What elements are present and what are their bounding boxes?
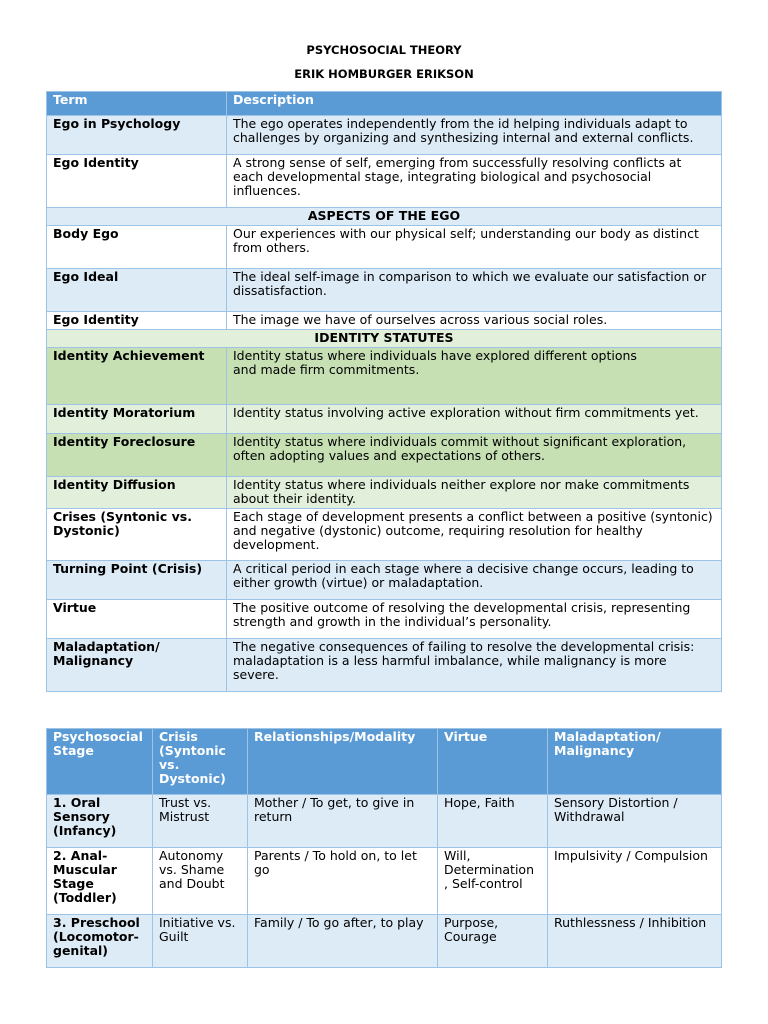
term-cell: Virtue xyxy=(47,600,227,639)
description-cell: The ego operates independently from the id helping individuals adapt to challenges by organizing and synthesizing internal and external conflicts. xyxy=(227,116,722,155)
description-header: Description xyxy=(227,92,722,116)
maladaptation-cell: Impulsivity / Compulsion xyxy=(548,848,722,915)
term-cell: Ego in Psychology xyxy=(47,116,227,155)
table-row xyxy=(47,795,722,848)
description-cell: Our experiences with our physical self; understanding our body as distinct from others. xyxy=(227,226,722,269)
relationships-header: Relationships/Modality xyxy=(248,729,438,795)
description-cell: Each stage of development presents a conflict between a positive (syntonic) and negative (dystonic) outcome, requiring resolution for healthy development. xyxy=(227,509,722,561)
virtue-header: Virtue xyxy=(438,729,548,795)
table-row xyxy=(47,915,722,968)
crisis-cell: Initiative vs. Guilt xyxy=(153,915,248,968)
description-cell: The image we have of ourselves across various social roles. xyxy=(227,312,722,330)
page-subtitle: ERIK HOMBURGER ERIKSON xyxy=(294,67,474,81)
stage-cell: 2. Anal-Muscular Stage (Toddler) xyxy=(47,848,153,915)
table-row xyxy=(47,600,722,639)
section-row xyxy=(47,330,722,348)
term-cell: Crises (Syntonic vs. Dystonic) xyxy=(47,509,227,561)
virtue-cell: Purpose, Courage xyxy=(438,915,548,968)
stage-header: Psychosocial Stage xyxy=(47,729,153,795)
term-cell: Identity Foreclosure xyxy=(47,434,227,477)
term-cell: Maladaptation/ Malignancy xyxy=(47,639,227,692)
description-cell: Identity status where individuals commit without significant exploration, often adopting values and expectations of others. xyxy=(227,434,722,477)
virtue-cell: Will, Determination , Self-control xyxy=(438,848,548,915)
crisis-cell: Autonomy vs. Shame and Doubt xyxy=(153,848,248,915)
table-row xyxy=(47,405,722,434)
table-row xyxy=(47,509,722,561)
crisis-header: Crisis (Syntonic vs. Dystonic) xyxy=(153,729,248,795)
term-cell: Identity Diffusion xyxy=(47,477,227,509)
term-cell: Ego Identity xyxy=(47,312,227,330)
section-row xyxy=(47,208,722,226)
table-row xyxy=(47,226,722,269)
terms-table xyxy=(46,91,722,692)
description-cell: A strong sense of self, emerging from successfully resolving conflicts at each developmental stage, integrating biological and psychosocial influences. xyxy=(227,155,722,208)
page-title: PSYCHOSOCIAL THEORY xyxy=(306,43,462,57)
description-cell: Identity status where individuals have explored different options and made firm commitments. xyxy=(227,348,722,405)
stage-cell: 3. Preschool (Locomotor-genital) xyxy=(47,915,153,968)
crisis-cell: Trust vs. Mistrust xyxy=(153,795,248,848)
section-heading-statutes: IDENTITY STATUTES xyxy=(47,330,722,348)
relationships-cell: Family / To go after, to play xyxy=(248,915,438,968)
term-cell: Turning Point (Crisis) xyxy=(47,561,227,600)
description-cell: The positive outcome of resolving the developmental crisis, representing strength and growth in the individual’s personality. xyxy=(227,600,722,639)
stage-cell: 1. Oral Sensory (Infancy) xyxy=(47,795,153,848)
term-cell: Ego Identity xyxy=(47,155,227,208)
term-cell: Identity Achievement xyxy=(47,348,227,405)
table-row xyxy=(47,269,722,312)
terms-header-row xyxy=(47,92,722,116)
relationships-cell: Mother / To get, to give in return xyxy=(248,795,438,848)
term-header: Term xyxy=(47,92,227,116)
table-row xyxy=(47,116,722,155)
table-row xyxy=(47,848,722,915)
stages-table xyxy=(46,728,722,968)
term-cell: Body Ego xyxy=(47,226,227,269)
table-row xyxy=(47,348,722,405)
maladaptation-cell: Ruthlessness / Inhibition xyxy=(548,915,722,968)
table-row xyxy=(47,477,722,509)
relationships-cell: Parents / To hold on, to let go xyxy=(248,848,438,915)
section-heading-aspects: ASPECTS OF THE EGO xyxy=(47,208,722,226)
table-row xyxy=(47,155,722,208)
stages-header-row xyxy=(47,729,722,795)
table-row xyxy=(47,639,722,692)
table-row xyxy=(47,434,722,477)
term-cell: Ego Ideal xyxy=(47,269,227,312)
description-cell: Identity status involving active exploration without firm commitments yet. xyxy=(227,405,722,434)
maladaptation-cell: Sensory Distortion / Withdrawal xyxy=(548,795,722,848)
description-cell: Identity status where individuals neither explore nor make commitments about their identity. xyxy=(227,477,722,509)
description-cell: A critical period in each stage where a decisive change occurs, leading to either growth (virtue) or maladaptation. xyxy=(227,561,722,600)
maladaptation-header: Maladaptation/ Malignancy xyxy=(548,729,722,795)
term-cell: Identity Moratorium xyxy=(47,405,227,434)
description-cell: The ideal self-image in comparison to which we evaluate our satisfaction or dissatisfaction. xyxy=(227,269,722,312)
description-cell: The negative consequences of failing to resolve the developmental crisis: maladaptation is a less harmful imbalance, while malignancy is more severe. xyxy=(227,639,722,692)
table-row xyxy=(47,312,722,330)
virtue-cell: Hope, Faith xyxy=(438,795,548,848)
table-row xyxy=(47,561,722,600)
